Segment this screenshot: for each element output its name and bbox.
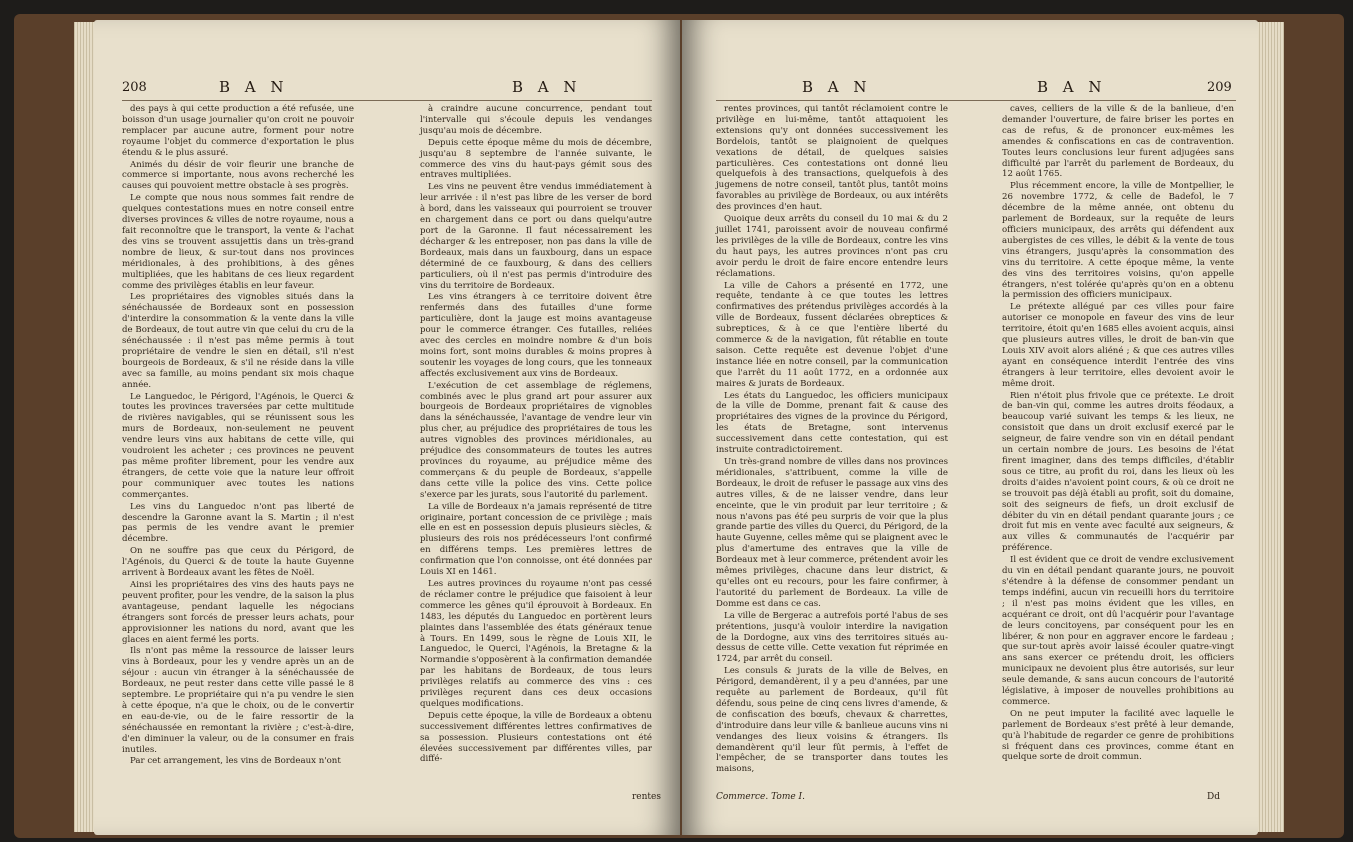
page-number: 209 [1207, 80, 1232, 95]
paragraph: Les vins ne peuvent être vendus immédiatement à leur arrivée : il n'est pas libre de les verser de bord à bord, dans les vaisseaux qui pourroient se trouver en chargement dans ce port ou dans quelqu'autre port de la Garonne. Il faut nécessairement les décharger & les entreposer, non pas dans la ville de Bordeaux, mais dans un fauxbourg, dans un espace déterminé de ce fauxbourg, & dans des celliers particuliers, où il n'est pas permis d'introduire des vins du territoire de Bordeaux. [420, 182, 652, 291]
paragraph: Le compte que nous nous sommes fait rendre de quelques contestations mues en notre conseil entre diverses provinces & villes de notre royaume, nous a fait reconnoître que le transport, la vente & l'achat des vins se trouvent assujettis dans un très-grand nombre de lieux, & sur-tout dans nos provinces méridionales, à des prohibitions, à des gênes multipliées, que les habitans de ces lieux regardent comme des privilèges établis en leur faveur. [122, 193, 354, 291]
paragraph: La ville de Cahors a présenté en 1772, une requête, tendante à ce que toutes les lettres confirmatives des prétendus privilèges accordés à la ville de Bordeaux, fussent déclarées obreptices & subreptices, & à ce que l'entière liberté du commerce & de la navigation, fût rétablie en toute saison. Cette requête est devenue l'objet d'une instance liée en notre conseil, par la communication que l'arrêt du 11 août 1772, en a ordonnée aux maires & jurats de Bordeaux. [716, 280, 948, 389]
paragraph: Ils n'ont pas même la ressource de laisser leurs vins à Bordeaux, pour les y vendre après un an de séjour : aucun vin étranger à la sénéchaussée de Bordeaux, ne peut rester dans cette ville passé le 8 septembre. Le propriétaire qui n'a pu vendre le sien à cette époque, n'a que le choix, ou de le convertir en eau-de-vie, ou de le faire ressortir de la sénéchaussée en remontant la rivière ; c'est-à-dire, d'en diminuer la valeur, ou de la consumer en frais inutiles. [122, 646, 354, 755]
paragraph: Les états du Languedoc, les officiers municipaux de la ville de Domme, prenant fait & cause des propriétaires des vignes de la province du Périgord, les états de Bretagne, sont intervenus successivement dans cette contestation, qui est instruite contradictoirement. [716, 390, 948, 456]
paragraph: Un très-grand nombre de villes dans nos provinces méridionales, s'attribuent, comme la ville de Bordeaux, le droit de refuser le passage aux vins des autres villes, & de ne laisser vendre, dans leur enceinte, que le vin produit par leur territoire ; & nous n'avons pas été peu surpris de voir que la plus grande partie des villes du Querci, du Périgord, de la haute Guyenne, celles même qui se plaignent avec le plus d'amertume des entraves que la ville de Bordeaux met à leur commerce, prétendent avoir les mêmes privilèges, chacune dans leur district, & qu'elles ont eu recours, pour les faire confirmer, à l'autorité du parlement de Bordeaux. La ville de Domme est dans ce cas. [716, 457, 949, 609]
paragraph: rentes provinces, qui tantôt réclamoient contre le privilège en lui-même, tantôt attaquoient les extensions qu'y ont données successivement les Bordelois, tantôt se plaignoient de quelques vexations de détail, de quelques saisies particulières. Ces contestations ont donné lieu quelquefois à des transactions, quelquefois à des jugemens de notre conseil, tantôt plus, tantôt moins favorables au privilège de Bordeaux, ou aux intérêts des provinces d'en haut. [716, 104, 948, 213]
catchword: Dd [1207, 792, 1220, 802]
running-head: B A N [1037, 78, 1107, 96]
paragraph: à craindre aucune concurrence, pendant tout l'intervalle qui s'écoule depuis les vendanges jusqu'au mois de décembre. [420, 104, 652, 136]
paragraph: Il est évident que ce droit de vendre exclusivement du vin en détail pendant quarante jours, ne pouvoit s'étendre à la défense de consommer pendant un temps indéfini, aucun vin recueilli hors du territoire ; il n'est pas moins évident que les villes, en acquérant ce droit, ont dû l'acquérir pour l'avantage de leurs concitoyens, par conséquent pour les en libérer, & non pour en aggraver encore le fardeau ; que sur-tout après avoir laissé écouler quatre-vingt ans sans exercer ce prétendu droit, les officiers municipaux ne devoient plus être autorisés, sur leur seule demande, & sans aucun concours de l'autorité législative, à imposer de nouvelles prohibitions au commerce. [1002, 555, 1234, 707]
text-column-2 [1002, 104, 1234, 764]
paragraph: Quoique deux arrêts du conseil du 10 mai & du 2 juillet 1741, paroissent avoir de nouveau confirmé les privilèges de la ville de Bordeaux, contre les vins du haut pays, les autres provinces n'ont pas cru avoir perdu le droit de faire encore entendre leurs réclamations. [716, 214, 948, 279]
left-page [94, 20, 680, 835]
paragraph: Plus récemment encore, la ville de Montpellier, le 26 novembre 1772, & celle de Badefol, le 7 décembre de la même année, ont obtenu du parlement de Bordeaux, sur la requête de leurs officiers municipaux, des arrêts qui défendent aux aubergistes de ces villes, le débit & la vente de tous vins étrangers, jusqu'après la consommation des vins du territoire. A cette époque même, la vente des vins des territoires voisins, qu'on appelle étrangers, n'est tolérée qu'après qu'on en a obtenu la permission des officiers municipaux. [1002, 181, 1234, 301]
text-column-1 [716, 104, 948, 776]
text-column-2 [420, 104, 652, 766]
paragraph: Les propriétaires des vignobles situés dans la sénéchaussée de Bordeaux sont en possession d'interdire la consommation & la vente dans la ville de Bordeaux, de tout autre vin que celui du cru de la sénéchaussée : il n'est pas même permis à tout propriétaire de vendre le sien en détail, s'il n'est bourgeois de Bordeaux, & s'il ne réside dans la ville avec sa famille, au moins pendant six mois chaque année. [122, 292, 354, 390]
paragraph: Rien n'étoit plus frivole que ce prétexte. Le droit de ban-vin qui, comme les autres droits féodaux, a beaucoup varié suivant les temps & les lieux, ne consistoit que dans un droit exclusif exercé par le seigneur, de faire vendre son vin en détail pendant un certain nombre de jours. Les besoins de l'état firent imaginer, dans des temps difficiles, d'établir sous ce titre, au profit du roi, dans les lieux où les droits d'aides n'avoient point cours, & où ce droit ne se trouvoit pas déjà établi au profit, soit du domaine, soit des seigneurs de fiefs, un droit exclusif de débiter du vin en détail pendant quarante jours ; ce droit fut mis en vente avec faculté aux seigneurs, & aux villes & communautés de l'acquérir par préférence. [1002, 390, 1234, 554]
right-page [682, 20, 1258, 835]
paragraph: Le Languedoc, le Périgord, l'Agénois, le Querci & toutes les provinces traversées par cette multitude de rivières navigables, qui se réunissent sous les murs de Bordeaux, non-seulement ne peuvent vendre leurs vins aux habitans de cette ville, qui voudroient les acheter ; ces provinces ne peuvent pas même profiter librement, pour les vendre aux étrangers, de cette voie que la nature leur offroit pour communiquer avec toutes les nations commerçantes. [122, 391, 354, 500]
paragraph: La ville de Bergerac a autrefois porté l'abus de ses prétentions, jusqu'à vouloir interdire la navigation de la Dordogne, aux vins des territoires situés au-dessus de cette ville. Cette vexation fut réprimée en 1724, par arrêt du conseil. [716, 610, 948, 665]
paragraph: Les autres provinces du royaume n'ont pas cessé de réclamer contre le préjudice que faisoient à leur commerce les gênes qu'il éprouvoit à Bordeaux. En 1483, les députés du Languedoc en portèrent leurs plaintes dans l'assemblée des états généraux tenue à Tours. En 1499, sous le règne de Louis XII, le Languedoc, le Querci, l'Agénois, la Bretagne & la Normandie s'opposèrent à la confirmation demandée par les habitans de Bordeaux, de tous leurs privilèges relatifs au commerce des vins : ces privilèges reçurent dans ces deux occasions quelques modifications. [420, 578, 653, 709]
paragraph: On ne souffre pas que ceux du Périgord, de l'Agénois, du Querci & de toute la haute Guyenne arrivent à Bordeaux avant les fêtes de Noël. [122, 546, 354, 579]
page-stack-right [1256, 22, 1284, 832]
open-book [14, 8, 1344, 838]
paragraph: Les vins du Languedoc n'ont pas liberté de descendre la Garonne avant la S. Martin ; il n'est pas permis de les vendre avant le premier décembre. [122, 501, 354, 545]
footer-signature: Commerce. Tome I. [716, 792, 805, 802]
paragraph: Par cet arrangement, les vins de Bordeaux n'ont [130, 756, 341, 767]
paragraph: Ainsi les propriétaires des vins des hauts pays ne peuvent profiter, pour les vendre, de la saison la plus avantageuse, pendant laquelle les négocians étrangers sont forcés de presser leurs achats, pour approvisionner les nations du nord, avant que les glaces en aient fermé les ports. [122, 579, 354, 645]
paragraph: L'exécution de cet assemblage de réglemens, combinés avec le plus grand art pour assurer aux bourgeois de Bordeaux propriétaires de vignobles dans la sénéchaussée, l'avantage de vendre leur vin plus cher, au préjudice des propriétaires de tous les autres vignobles des provinces méridionales, au préjudice des consommateurs de toutes les autres provinces du royaume, au préjudice même des commerçans & du peuple de Bordeaux, s'appelle dans cette ville la police des vins. Cette police s'exerce par les jurats, sous l'autorité du parlement. [420, 380, 652, 500]
paragraph: On ne peut imputer la facilité avec laquelle le parlement de Bordeaux s'est prêté à leur demande, qu'à l'habitude de regarder ce genre de prohibitions si fréquent dans ces provinces, comme étant en quelque sorte de droit commun. [1002, 708, 1234, 763]
paragraph: La ville de Bordeaux n'a jamais représenté de titre originaire, portant concession de ce privilège ; mais elle en est en possession depuis plusieurs siècles, & plusieurs des rois nos prédécesseurs l'ont confirmé en différens temps. Les premières lettres de confirmation que l'on connoisse, ont été données par Louis XI en 1461. [420, 501, 652, 578]
catchword: rentes [632, 792, 661, 802]
header-rule [122, 100, 652, 101]
running-head: B A N [512, 78, 582, 96]
paragraph: Depuis cette époque même du mois de décembre, jusqu'au 8 septembre de l'année suivante, le commerce des vins du haut-pays gémit sous des entraves multipliées. [420, 137, 652, 181]
page-stack-left [74, 22, 96, 832]
paragraph: des pays à qui cette production a été refusée, une boisson d'un usage journalier qu'on croit ne pouvoir remplacer par aucune autre, forment pour notre royaume l'objet du commerce d'exportation le plus étendu & le plus assuré. [122, 104, 354, 158]
paragraph: Les consuls & jurats de la ville de Belves, en Périgord, demandèrent, il y a peu d'années, par une requête au parlement de Bordeaux, qu'il fût défendu, sous peine de cinq cens livres d'amende, & de confiscation des bœufs, chevaux & charrettes, d'introduire dans leur ville & banlieue aucuns vins ni vendanges des lieux voisins & étrangers. Ils demandèrent qu'il leur fût permis, à l'effet de l'empêcher, de se transporter dans toutes les maisons, [716, 666, 948, 775]
paragraph: caves, celliers de la ville & de la banlieue, d'en demander l'ouverture, de faire briser les portes en cas de refus, & de prononcer eux-mêmes les amendes & confiscations en cas de contravention. Toutes leurs conclusions leur furent adjugées sans difficulté par l'arrêt du parlement de Bordeaux, du 12 août 1765. [1002, 104, 1234, 180]
paragraph: Animés du désir de voir fleurir une branche de commerce si importante, nous avons recherché les causes qui pouvoient mettre obstacle à ses progrès. [122, 159, 354, 192]
paragraph: Le prétexte allégué par ces villes pour faire autoriser ce monopole en faveur des vins de leur territoire, étoit qu'en 1685 elles avoient acquis, ainsi que plusieurs autres villes, le droit de ban-vin que Louis XIV avoit alors aliéné ; & que ces autres villes ayant en conséquence interdit l'entrée des vins étrangers à leur territoire, elles devoient avoir le même droit. [1002, 302, 1234, 389]
running-head: B A N [219, 78, 289, 96]
paragraph: Depuis cette époque, la ville de Bordeaux a obtenu successivement différentes lettres confirmatives de sa possession. Plusieurs contestations ont été élevées successivement par différentes villes, par diffé- [420, 710, 652, 765]
text-column-1 [122, 104, 354, 768]
header-rule [716, 100, 1236, 101]
page-number: 208 [122, 80, 147, 95]
running-head: B A N [802, 78, 872, 96]
paragraph: Les vins étrangers à ce territoire doivent être renfermés dans des futailles d'une forme particulière, dont la jauge est moins avantageuse pour le commerce étranger. Ces futailles, reliées avec des cercles en moindre nombre & d'un bois moins fort, sont moins durables & moins propres à soutenir les voyages de long cours, que les tonneaux affectés exclusivement aux vins de Bordeaux. [420, 292, 652, 379]
